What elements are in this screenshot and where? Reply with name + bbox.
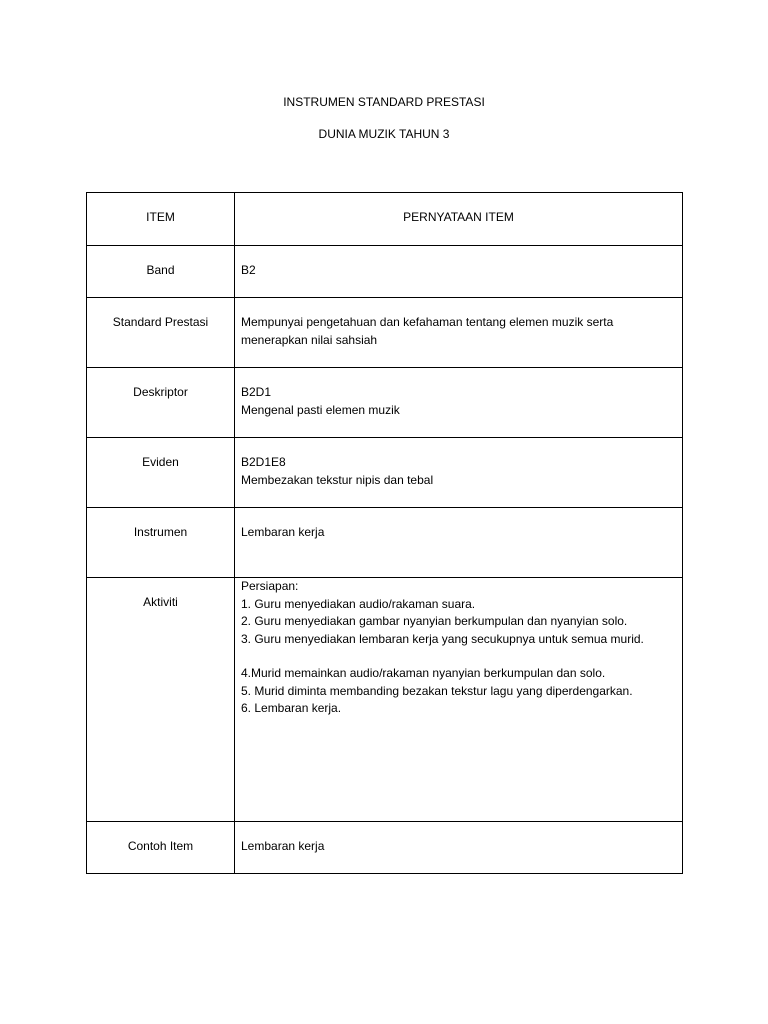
table-row-eviden [87,438,683,508]
table-row-band [87,246,683,298]
row-label: Deskriptor [87,368,235,438]
eviden-code: B2D1E8 [241,455,286,469]
table-row-aktiviti [87,578,683,822]
row-label: Eviden [87,438,235,508]
row-label: Instrumen [87,508,235,578]
standard-prestasi-table [86,192,683,874]
aktiviti-heading: Persiapan: [241,579,299,593]
row-value: B2 [235,246,683,298]
row-value: Mempunyai pengetahuan dan kefahaman tentang elemen muzik serta menerapkan nilai sahsiah [235,298,683,368]
aktiviti-step: 4.Murid memainkan audio/rakaman nyanyian berkumpulan dan solo. [241,666,606,680]
aktiviti-step: 2. Guru menyediakan gambar nyanyian berkumpulan dan nyanyian solo. [241,614,628,628]
aktiviti-step: 6. Lembaran kerja. [241,701,342,715]
row-value: Lembaran kerja [235,822,683,874]
row-label: Contoh Item [87,822,235,874]
table-row-deskriptor [87,368,683,438]
table-row-contoh-item [87,822,683,874]
deskriptor-text: Mengenal pasti elemen muzik [241,402,400,417]
header-item: ITEM [87,193,235,246]
table-row-instrumen [87,508,683,578]
aktiviti-step: 5. Murid diminta membanding bezakan tekstur lagu yang diperdengarkan. [241,683,633,698]
deskriptor-code: B2D1 [241,385,272,399]
row-label: Band [87,246,235,298]
row-label: Standard Prestasi [87,298,235,368]
eviden-text: Membezakan tekstur nipis dan tebal [241,472,434,487]
document-subtitle: DUNIA MUZIK TAHUN 3 [318,127,450,141]
aktiviti-step: 1. Guru menyediakan audio/rakaman suara. [241,596,476,611]
aktiviti-step: 3. Guru menyediakan lembaran kerja yang secukupnya untuk semua murid. [241,631,644,646]
row-value [235,368,683,438]
table-header-row [87,193,683,246]
row-value [235,578,683,822]
document-title: INSTRUMEN STANDARD PRESTASI [283,95,485,109]
table-row-standard-prestasi [87,298,683,368]
row-label: Aktiviti [87,578,235,822]
spacer [241,648,676,665]
row-value: Lembaran kerja [235,508,683,578]
header-pernyataan-item: PERNYATAAN ITEM [235,193,683,246]
row-value [235,438,683,508]
